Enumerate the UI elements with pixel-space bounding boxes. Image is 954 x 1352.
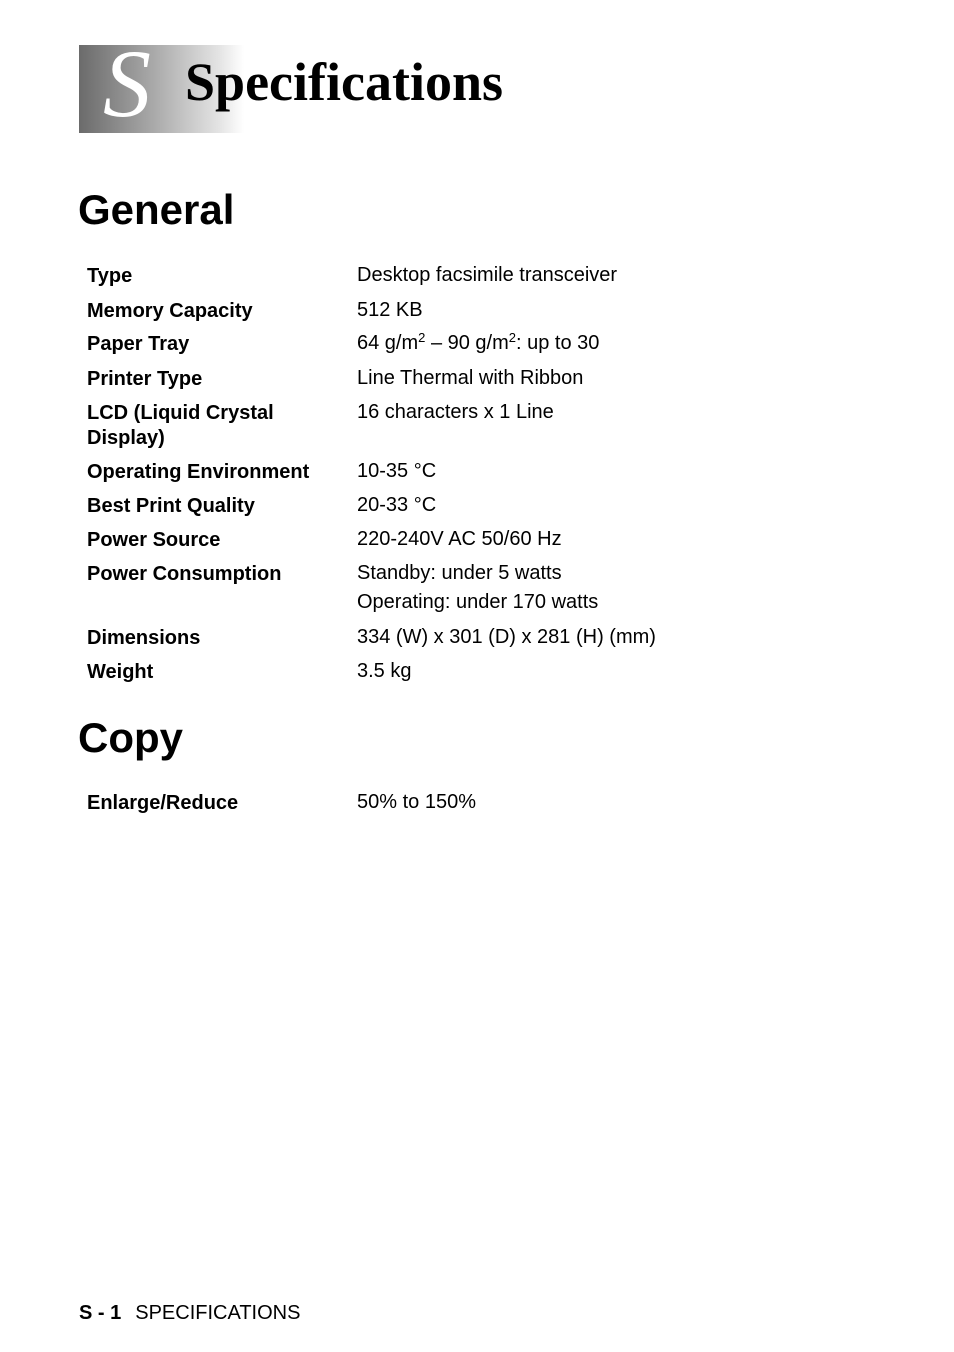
spec-label: Type [87,265,133,287]
spec-value: Line Thermal with Ribbon [357,367,584,389]
superscript: 2 [508,330,517,345]
spec-label: Dimensions [87,627,201,649]
spec-label: Paper Tray [87,333,190,355]
footer-section-name: SPECIFICATIONS [135,1302,301,1324]
section-heading-general: General [78,186,235,233]
spec-value: 334 (W) x 301 (D) x 281 (H) (mm) [357,626,656,648]
spec-value: 20-33 °C [357,494,437,516]
spec-label: Best Print Quality [87,495,255,517]
spec-label [87,401,337,451]
spec-label: Memory Capacity [87,300,253,322]
spec-label: Enlarge/Reduce [87,792,239,814]
spec-value: 512 KB [357,299,423,321]
spec-label-line: LCD (Liquid Crystal [87,402,274,424]
spec-value: 50% to 150% [357,791,476,813]
spec-value [357,559,777,617]
spec-label-line: Display) [87,427,165,449]
spec-value [357,329,777,358]
spec-value: 16 characters x 1 Line [357,401,554,423]
spec-value: Desktop facsimile transceiver [357,264,618,286]
spec-value-line: Standby: under 5 watts [357,562,562,584]
chapter-letter: S [103,30,151,137]
paper-tray-min: 64 g/m [357,332,419,354]
spec-value: 220-240V AC 50/60 Hz [357,528,562,550]
spec-label: Printer Type [87,368,203,390]
page-footer [79,1300,300,1326]
spec-label: Power Source [87,529,221,551]
paper-tray-max: – 90 g/m [425,332,509,354]
spec-value: 10-35 °C [357,460,437,482]
page-number: S - 1 [79,1302,122,1324]
paper-tray-capacity: : up to 30 [516,332,600,354]
spec-label: Operating Environment [87,461,310,483]
spec-value-line: Operating: under 170 watts [357,591,599,613]
chapter-title: Specifications [185,52,503,112]
superscript: 2 [418,330,426,345]
spec-label: Power Consumption [87,563,282,585]
spec-label: Weight [87,661,154,683]
spec-value: 3.5 kg [357,660,412,682]
section-heading-copy: Copy [78,714,183,761]
